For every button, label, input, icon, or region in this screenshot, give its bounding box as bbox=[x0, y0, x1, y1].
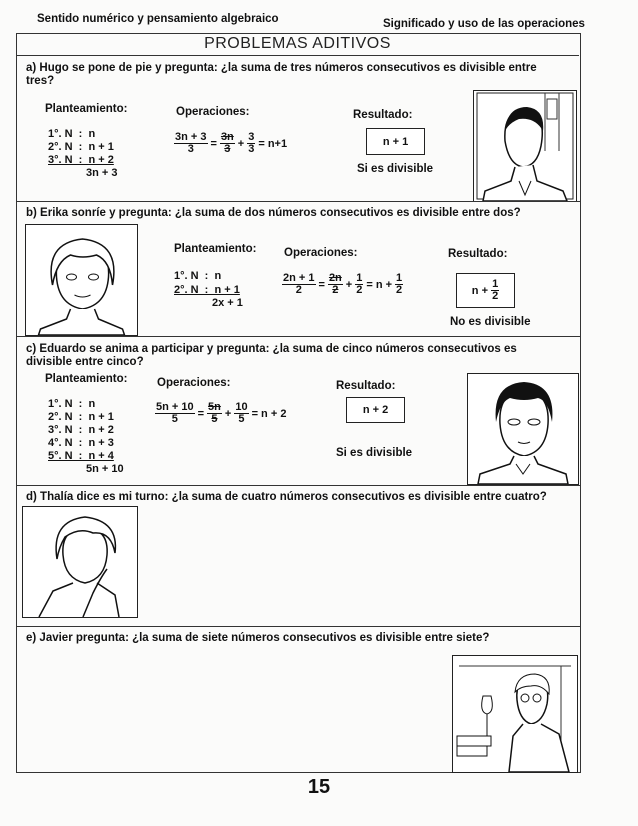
op-a-t1n: 3n bbox=[220, 131, 234, 143]
op-b-t1n: 2n bbox=[328, 272, 342, 284]
result-b-d: 2 bbox=[492, 290, 499, 302]
planteamiento-label-b: Planteamiento: bbox=[174, 243, 257, 255]
op-a-den: 3 bbox=[187, 143, 194, 155]
op-b-rd: 2 bbox=[396, 284, 403, 296]
op-b-t1d: 2 bbox=[332, 284, 339, 296]
line-c-4: 4°. N : n + 3 bbox=[48, 437, 114, 449]
planteamiento-label-a: Planteamiento: bbox=[45, 103, 128, 115]
banner-title: PROBLEMAS ADITIVOS bbox=[16, 33, 579, 56]
hugo-illustration bbox=[473, 90, 577, 202]
op-b-t2d: 2 bbox=[356, 284, 363, 296]
line-b-2: 2°. N : n + 1 bbox=[174, 284, 240, 296]
line-c-1: 1°. N : n bbox=[48, 398, 96, 410]
planteamiento-label-c: Planteamiento: bbox=[45, 373, 128, 385]
operation-a: $\frac{3n + 3}{3}$ = $\frac{3n}{3}$ + $\frac{3}{3}$ = n+1 bbox=[175, 131, 288, 155]
sum-a: 3n + 3 bbox=[86, 167, 118, 179]
op-a-t2n: 3 bbox=[248, 131, 255, 143]
op-b-den: 2 bbox=[295, 284, 302, 296]
result-box-a: n + 1 bbox=[366, 128, 425, 155]
op-c-result: = n + 2 bbox=[251, 407, 287, 420]
line-a-3: 3°. N : n + 2 bbox=[48, 154, 114, 166]
question-a: a) Hugo se pone de pie y pregunta: ¿la suma de tres números consecutivos es divisible entre tres? bbox=[26, 62, 537, 87]
question-b: b) Erika sonríe y pregunta: ¿la suma de dos números consecutivos es divisible entre dos? bbox=[26, 207, 521, 219]
line-c-2: 2°. N : n + 1 bbox=[48, 411, 114, 423]
operaciones-label-c: Operaciones: bbox=[157, 377, 231, 389]
question-c: c) Eduardo se anima a participar y pregunta: ¿la suma de cinco números consecutivos es divisible entre cinco? bbox=[26, 343, 517, 368]
eduardo-illustration bbox=[467, 373, 579, 485]
verdict-b: No es divisible bbox=[450, 316, 531, 328]
op-b-t2n: 1 bbox=[356, 272, 363, 284]
line-a-2: 2°. N : n + 1 bbox=[48, 141, 114, 153]
operation-c: $\frac{5n + 10}{5}$ = $\frac{5n}{5}$ + $\frac{10}{5}$ = n + 2 bbox=[156, 401, 287, 425]
question-e: e) Javier pregunta: ¿la suma de siete números consecutivos es divisible entre siete? bbox=[26, 632, 490, 644]
resultado-label-c: Resultado: bbox=[336, 380, 396, 392]
op-c-num: 5n + 10 bbox=[156, 401, 194, 413]
line-c-5: 5°. N : n + 4 bbox=[48, 450, 114, 462]
erika-illustration bbox=[25, 224, 138, 336]
question-d: d) Thalía dice es mi turno: ¿la suma de cuatro números consecutivos es divisible entre cuatro? bbox=[26, 491, 547, 503]
op-c-t2d: 5 bbox=[238, 413, 245, 425]
resultado-label-b: Resultado: bbox=[448, 248, 508, 260]
op-b-result: = n + bbox=[366, 278, 393, 291]
result-box-c: n + 2 bbox=[346, 397, 405, 423]
op-c-t1n: 5n bbox=[208, 401, 221, 413]
op-c-t1d: 5 bbox=[211, 413, 218, 425]
result-box-b bbox=[456, 273, 515, 308]
op-a-t1d: 3 bbox=[224, 143, 231, 155]
op-b-num: 2n + 1 bbox=[283, 272, 315, 284]
op-c-den: 5 bbox=[171, 413, 178, 425]
operaciones-label-a: Operaciones: bbox=[176, 106, 250, 118]
thalia-illustration bbox=[22, 506, 138, 618]
op-c-t2n: 10 bbox=[235, 401, 248, 413]
resultado-label-a: Resultado: bbox=[353, 109, 413, 121]
operaciones-label-b: Operaciones: bbox=[284, 247, 358, 259]
op-b-rn: 1 bbox=[396, 272, 403, 284]
line-c-3: 3°. N : n + 2 bbox=[48, 424, 114, 436]
page-number: 15 bbox=[307, 776, 331, 798]
op-a-result: = n+1 bbox=[258, 137, 288, 150]
sum-c: 5n + 10 bbox=[86, 463, 124, 475]
op-a-num: 3n + 3 bbox=[175, 131, 207, 143]
javier-illustration bbox=[452, 655, 578, 773]
sum-b: 2x + 1 bbox=[212, 297, 243, 309]
line-b-1: 1°. N : n bbox=[174, 270, 222, 282]
verdict-a: Si es divisible bbox=[357, 163, 434, 175]
result-b-n: 1 bbox=[492, 278, 499, 290]
operation-b: $\frac{2n + 1}{2}$ = $\frac{2n}{2}$ + $\frac{1}{2}$ = n + $\frac{1}{2}$ bbox=[283, 272, 403, 296]
header-right: Significado y uso de las operaciones bbox=[383, 18, 585, 30]
verdict-c: Si es divisible bbox=[336, 447, 413, 459]
header-left: Sentido numérico y pensamiento algebraico bbox=[37, 13, 279, 25]
line-a-1: 1°. N : n bbox=[48, 128, 96, 140]
result-b-a: n + bbox=[471, 284, 488, 297]
op-a-t2d: 3 bbox=[248, 143, 255, 155]
